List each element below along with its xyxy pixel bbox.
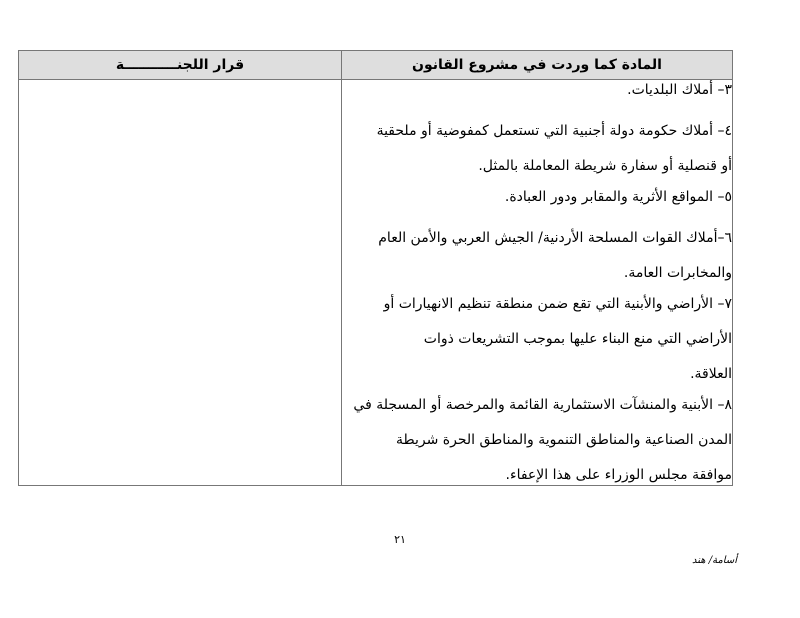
- committee-table: [18, 50, 733, 486]
- page-number: ٢١: [394, 533, 406, 546]
- item-line: المدن الصناعية والمناطق التنموية والمناطق الحرة شريطة: [395, 432, 732, 448]
- header-decision: قرار اللجنـــــــــــة: [19, 51, 342, 80]
- item-line: موافقة مجلس الوزراء على هذا الإعفاء.: [505, 467, 732, 483]
- item-line: ٤– أملاك حكومة دولة أجنبية التي تستعمل كمفوضية أو ملحقية: [376, 123, 732, 139]
- header-article: المادة كما وردت في مشروع القانون: [342, 51, 733, 80]
- list-item: [342, 121, 732, 176]
- list-item: [342, 187, 732, 207]
- list-item: [342, 80, 732, 100]
- item-line: الأراضي التي منع البناء عليها بموجب التشريعات ذوات: [423, 331, 732, 347]
- item-line: ٣– أملاك البلديات.: [627, 82, 732, 98]
- decision-cell: [19, 80, 342, 486]
- typist-initials: أسامة/ هند: [692, 555, 738, 566]
- list-item: [342, 294, 732, 384]
- item-line: ٨– الأبنية والمنشآت الاستثمارية القائمة والمرخصة أو المسجلة في: [353, 397, 732, 413]
- item-line: ٥– المواقع الأثرية والمقابر ودور العبادة.: [504, 189, 732, 205]
- item-line: أو قنصلية أو سفارة شريطة المعاملة بالمثل.: [478, 158, 732, 174]
- table-row: [19, 80, 733, 486]
- item-line: العلاقة.: [690, 366, 732, 382]
- item-line: ٧– الأراضي والأبنية التي تقع ضمن منطقة تنظيم الانهيارات أو: [383, 296, 732, 312]
- table-header-row: [19, 51, 733, 80]
- article-cell: [342, 80, 733, 486]
- item-line: ٦–أملاك القوات المسلحة الأردنية/ الجيش العربي والأمن العام: [378, 230, 732, 246]
- list-item: [342, 395, 732, 485]
- list-item: [342, 228, 732, 283]
- item-line: والمخابرات العامة.: [623, 265, 732, 281]
